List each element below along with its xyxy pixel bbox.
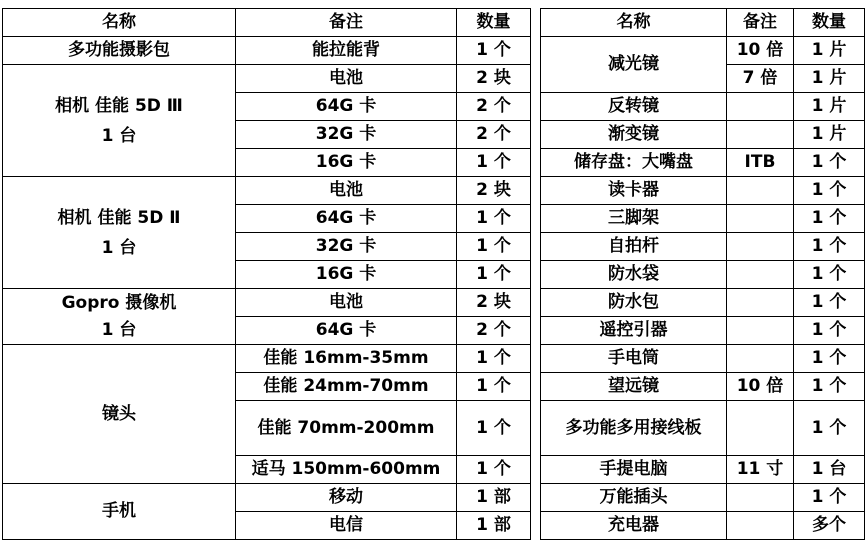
- item-qty: 1 个: [457, 261, 531, 289]
- table-row: [541, 512, 865, 540]
- item-name: 多功能多用接线板: [541, 401, 727, 456]
- item-qty: 1 片: [794, 37, 865, 65]
- item-note: [727, 93, 794, 121]
- equipment-table-left: [2, 8, 531, 540]
- table-row: [541, 233, 865, 261]
- item-note: 16G 卡: [236, 261, 457, 289]
- item-name: 减光镜: [541, 37, 727, 93]
- item-note: [727, 401, 794, 456]
- item-name: 万能插头: [541, 484, 727, 512]
- table-row: [541, 261, 865, 289]
- table-row: [3, 37, 531, 65]
- item-note: 10 倍: [727, 37, 794, 65]
- equipment-table-right: [540, 8, 865, 540]
- item-qty: 1 台: [794, 456, 865, 484]
- item-note: 能拉能背: [236, 37, 457, 65]
- item-note: 64G 卡: [236, 93, 457, 121]
- item-name: 手电筒: [541, 345, 727, 373]
- item-qty: 2 个: [457, 317, 531, 345]
- table-row: [3, 484, 531, 512]
- item-note: [727, 484, 794, 512]
- item-note: 16G 卡: [236, 149, 457, 177]
- item-name: 渐变镜: [541, 121, 727, 149]
- item-name: 防水包: [541, 289, 727, 317]
- item-note: 移动: [236, 484, 457, 512]
- item-note: 64G 卡: [236, 205, 457, 233]
- item-note: [727, 261, 794, 289]
- table-row: [3, 177, 531, 205]
- item-note: 佳能 24mm-70mm: [236, 373, 457, 401]
- item-qty: 2 块: [457, 65, 531, 93]
- item-qty: 1 个: [457, 233, 531, 261]
- table-row: [541, 177, 865, 205]
- item-qty: 2 个: [457, 121, 531, 149]
- item-name: 三脚架: [541, 205, 727, 233]
- item-note: [727, 121, 794, 149]
- item-note: ITB: [727, 149, 794, 177]
- item-qty: 1 个: [457, 37, 531, 65]
- item-name: 遥控引器: [541, 317, 727, 345]
- item-qty: 1 个: [457, 456, 531, 484]
- item-name: 防水袋: [541, 261, 727, 289]
- item-qty: 1 个: [794, 345, 865, 373]
- item-note: [727, 233, 794, 261]
- item-note: [727, 289, 794, 317]
- item-qty: 1 个: [794, 373, 865, 401]
- group-name: Gopro 摄像机 1 台: [3, 289, 236, 345]
- item-qty: 1 个: [794, 177, 865, 205]
- item-qty: 1 个: [794, 205, 865, 233]
- item-qty: 1 个: [794, 289, 865, 317]
- item-qty: 2 块: [457, 289, 531, 317]
- item-qty: 1 个: [457, 401, 531, 456]
- header-qty: 数量: [794, 9, 865, 37]
- group-name: 镜头: [3, 345, 236, 484]
- group-name: 相机 佳能 5D Ⅲ 1 台: [3, 65, 236, 177]
- item-note: [727, 345, 794, 373]
- table-row: [3, 65, 531, 93]
- table-row: [541, 149, 865, 177]
- item-qty: 1 个: [457, 345, 531, 373]
- table-row: [3, 345, 531, 373]
- table-header-row: [541, 9, 865, 37]
- item-qty: 1 片: [794, 65, 865, 93]
- item-note: [727, 317, 794, 345]
- item-qty: 多个: [794, 512, 865, 540]
- header-name: 名称: [3, 9, 236, 37]
- item-qty: 1 部: [457, 484, 531, 512]
- table-row: [541, 401, 865, 456]
- item-name: 读卡器: [541, 177, 727, 205]
- item-name: 自拍杆: [541, 233, 727, 261]
- item-qty: 1 个: [794, 317, 865, 345]
- item-note: 适马 150mm-600mm: [236, 456, 457, 484]
- item-qty: 1 个: [794, 401, 865, 456]
- table-row: [3, 289, 531, 317]
- item-note: [727, 512, 794, 540]
- header-note: 备注: [727, 9, 794, 37]
- item-qty: 1 个: [794, 233, 865, 261]
- item-note: 32G 卡: [236, 233, 457, 261]
- table-row: [541, 456, 865, 484]
- table-row: [541, 317, 865, 345]
- item-name: 储存盘：大嘴盘: [541, 149, 727, 177]
- item-name: 反转镜: [541, 93, 727, 121]
- item-note: 佳能 16mm-35mm: [236, 345, 457, 373]
- table-row: [541, 205, 865, 233]
- item-note: [727, 205, 794, 233]
- item-note: 电信: [236, 512, 457, 540]
- group-name: 多功能摄影包: [3, 37, 236, 65]
- item-name: 充电器: [541, 512, 727, 540]
- header-name: 名称: [541, 9, 727, 37]
- item-qty: 1 个: [457, 149, 531, 177]
- table-row: [541, 37, 865, 65]
- header-qty: 数量: [457, 9, 531, 37]
- item-note: 佳能 70mm-200mm: [236, 401, 457, 456]
- item-qty: 1 个: [457, 205, 531, 233]
- item-qty: 2 块: [457, 177, 531, 205]
- table-row: [541, 345, 865, 373]
- item-note: 64G 卡: [236, 317, 457, 345]
- item-note: 11 寸: [727, 456, 794, 484]
- header-note: 备注: [236, 9, 457, 37]
- item-note: 10 倍: [727, 373, 794, 401]
- table-row: [541, 121, 865, 149]
- item-note: 电池: [236, 289, 457, 317]
- group-name: 相机 佳能 5D Ⅱ 1 台: [3, 177, 236, 289]
- item-note: 32G 卡: [236, 121, 457, 149]
- group-name: 手机: [3, 484, 236, 540]
- table-header-row: [3, 9, 531, 37]
- item-qty: 1 片: [794, 93, 865, 121]
- item-qty: 1 片: [794, 121, 865, 149]
- item-qty: 1 个: [794, 484, 865, 512]
- item-note: 电池: [236, 177, 457, 205]
- item-note: 电池: [236, 65, 457, 93]
- item-qty: 1 个: [794, 261, 865, 289]
- item-name: 望远镜: [541, 373, 727, 401]
- table-row: [541, 93, 865, 121]
- table-row: [541, 373, 865, 401]
- item-note: 7 倍: [727, 65, 794, 93]
- item-qty: 1 个: [794, 149, 865, 177]
- item-note: [727, 177, 794, 205]
- item-qty: 2 个: [457, 93, 531, 121]
- table-row: [541, 484, 865, 512]
- item-name: 手提电脑: [541, 456, 727, 484]
- table-row: [541, 289, 865, 317]
- item-qty: 1 部: [457, 512, 531, 540]
- item-qty: 1 个: [457, 373, 531, 401]
